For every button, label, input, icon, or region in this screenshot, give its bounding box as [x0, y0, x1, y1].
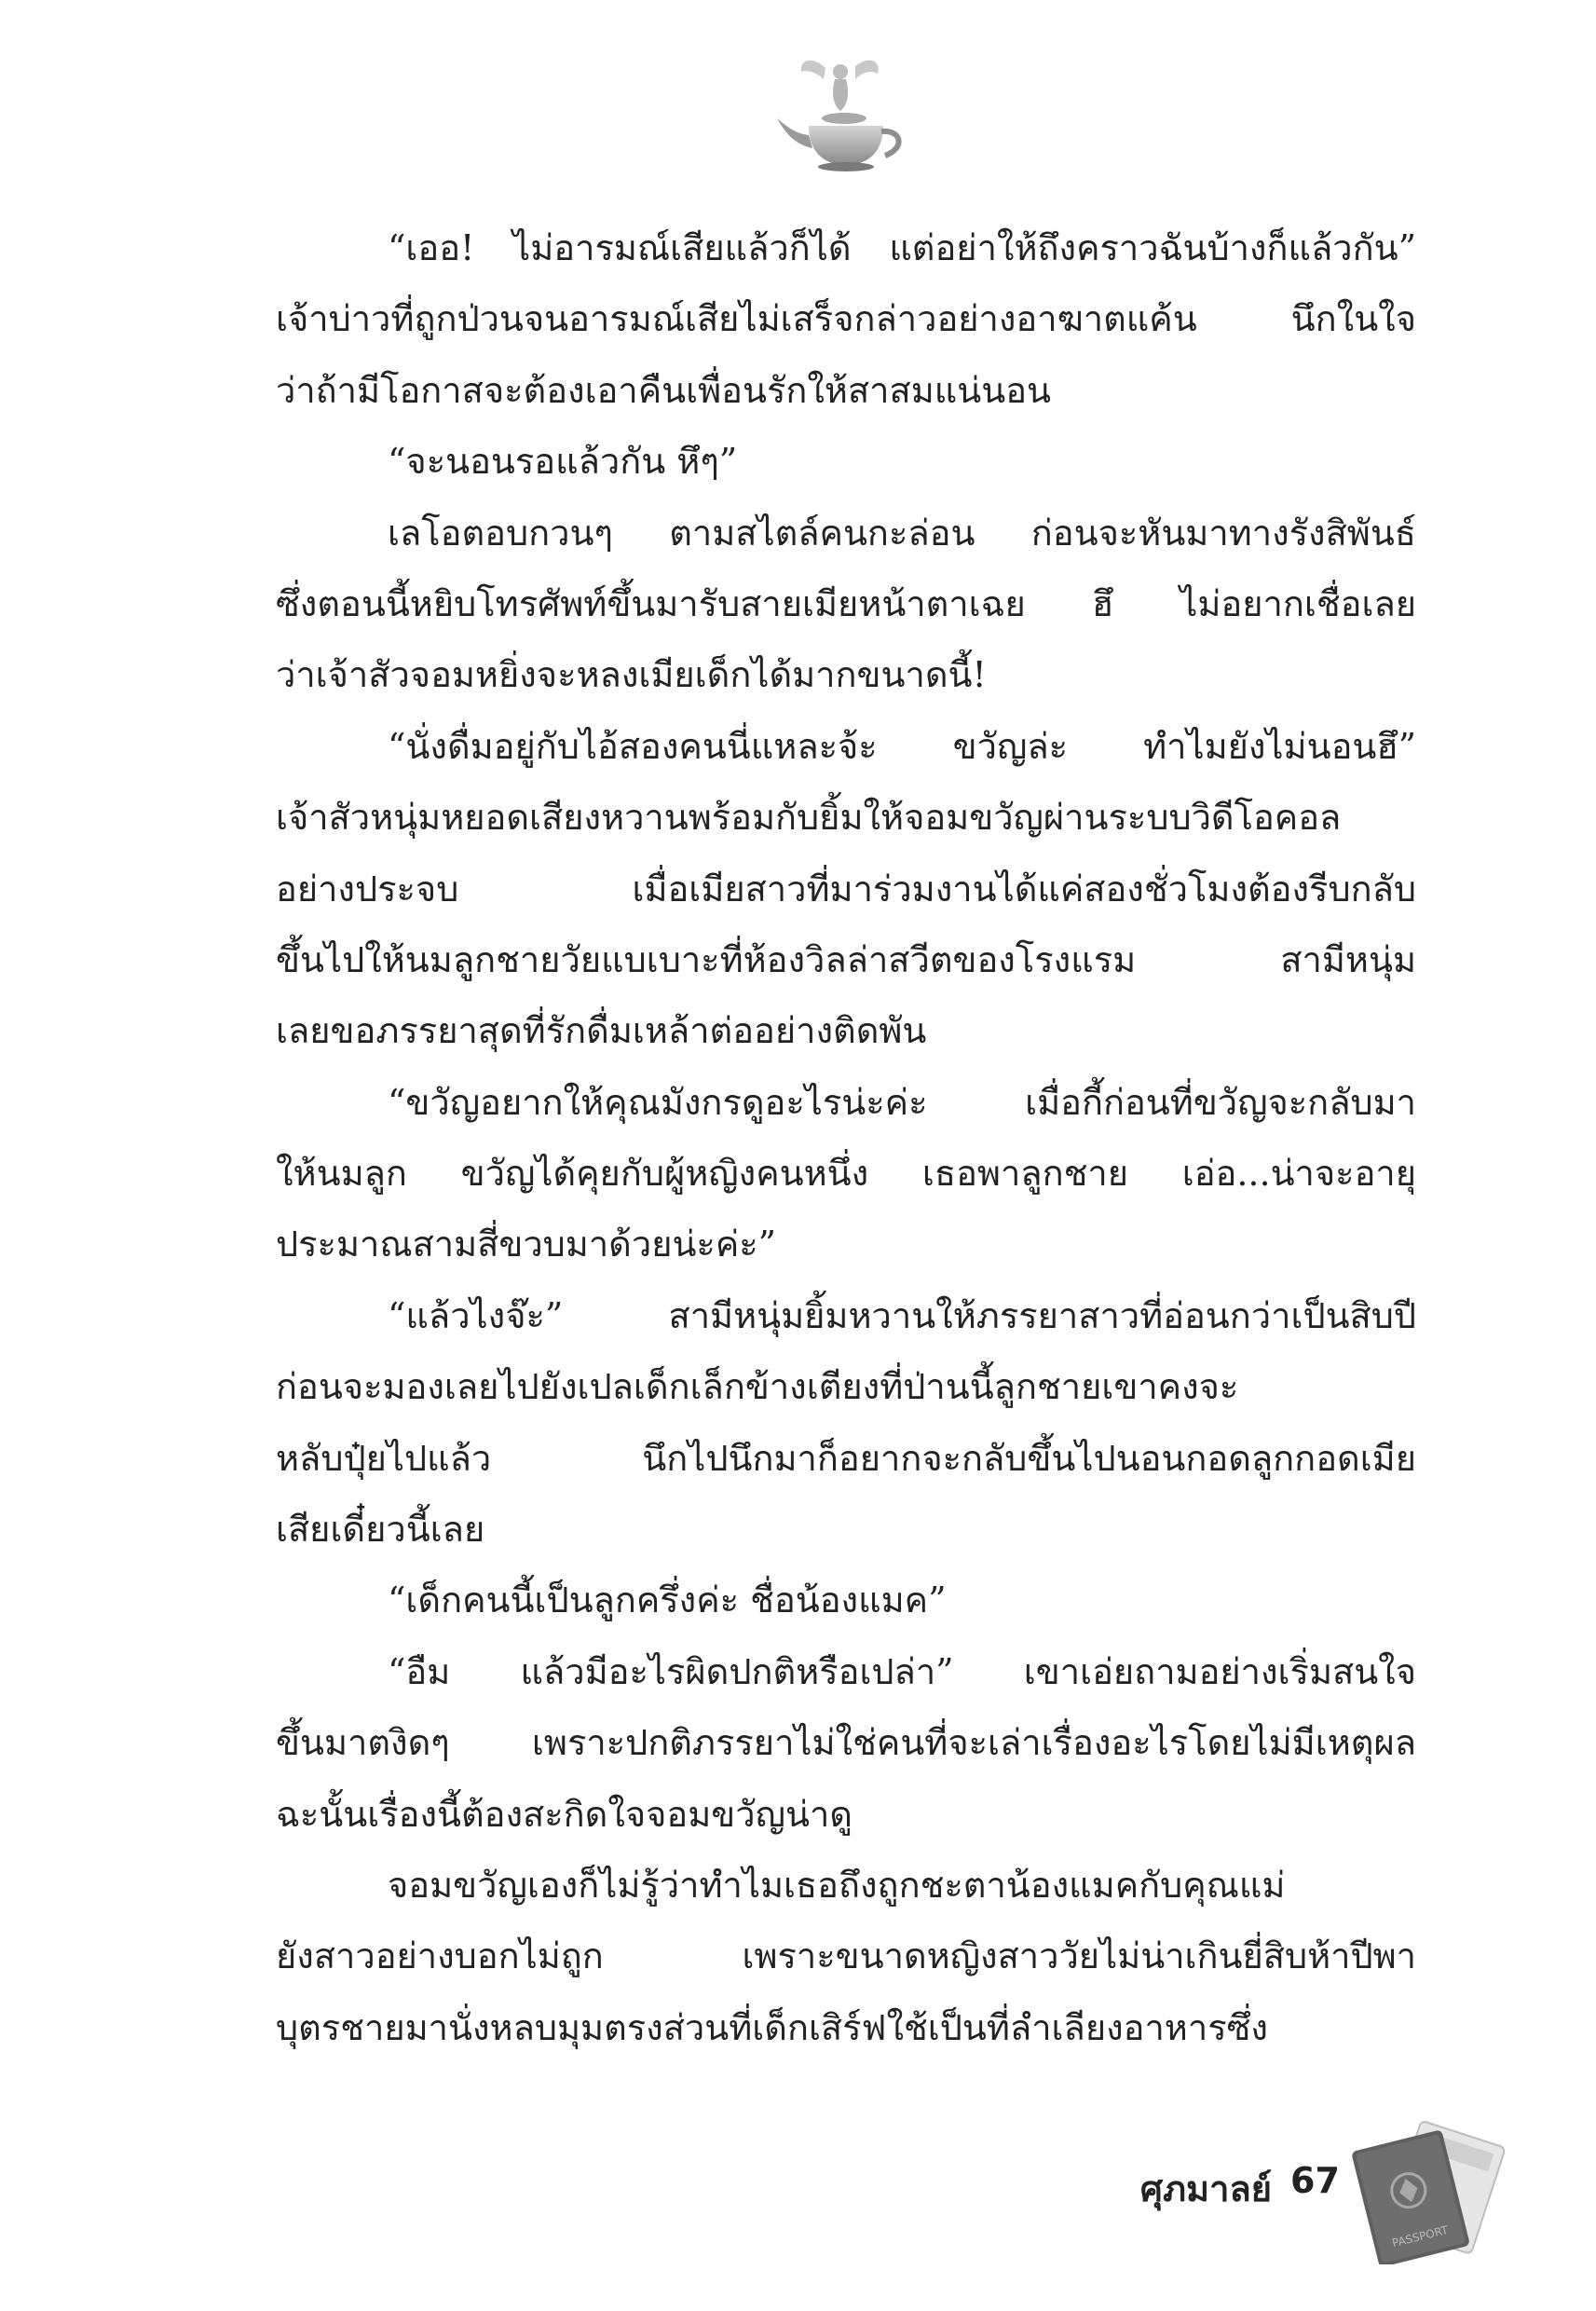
text-line: เจ้าสัวหนุ่มหยอดเสียงหวานพร้อมกับยิ้มให้จอมขวัญผ่านระบบวิดีโอคอล: [276, 797, 1342, 839]
text-line: “แล้วไงจ๊ะ” สามีหนุ่มยิ้มหวานให้ภรรยาสาวที่อ่อนกว่าเป็นสิบปี: [388, 1294, 1416, 1336]
teapot-angel-ornament-icon: [762, 51, 921, 182]
text-line: ยังสาวอย่างบอกไม่ถูก เพราะขนาดหญิงสาววัยไม่น่าเกินยี่สิบห้าปีพา: [276, 1935, 1416, 1977]
text-line: “จะนอนรอแล้วกัน หึๆ”: [388, 441, 738, 483]
text-line: หลับปุ๋ยไปแล้ว นึกไปนึกมาก็อยากจะกลับขึ้นไปนอนกอดลูกกอดเมีย: [276, 1437, 1416, 1479]
text-line: “เด็กคนนี้เป็นลูกครึ่งค่ะ ชื่อน้องแมค”: [388, 1579, 947, 1621]
text-line: ขึ้นมาตงิดๆ เพราะปกติภรรยาไม่ใช่คนที่จะเล่าเรื่องอะไรโดยไม่มีเหตุผล: [276, 1722, 1416, 1764]
text-line: บุตรชายมานั่งหลบมุมตรงส่วนที่เด็กเสิร์ฟใช้เป็นที่ลำเลียงอาหารซึ่ง: [276, 2006, 1268, 2048]
text-line: “นั่งดื่มอยู่กับไอ้สองคนนี่แหละจ้ะ ขวัญล่ะ ทำไมยังไม่นอนฮึ”: [388, 725, 1416, 767]
text-line: “ขวัญอยากให้คุณมังกรดูอะไรน่ะค่ะ เมื่อกี้ก่อนที่ขวัญจะกลับมา: [388, 1081, 1416, 1123]
text-line: อย่างประจบ เมื่อเมียสาวที่มาร่วมงานได้แค่สองชั่วโมงต้องรีบกลับ: [276, 868, 1416, 909]
text-line: เลโอตอบกวนๆ ตามสไตล์คนกะล่อน ก่อนจะหันมาทางรังสิพันธ์: [388, 512, 1416, 554]
text-line: เสียเดี๋ยวนี้เลย: [276, 1509, 485, 1551]
text-line: ก่อนจะมองเลยไปยังเปลเด็กเล็กข้างเตียงที่ป่านนี้ลูกชายเขาคงจะ: [276, 1366, 1239, 1408]
text-line: ฉะนั้นเรื่องนี้ต้องสะกิดใจจอมขวัญน่าดู: [276, 1793, 853, 1835]
text-line: เจ้าบ่าวที่ถูกป่วนจนอารมณ์เสียไม่เสร็จกล่าวอย่างอาฆาตแค้น นึกในใจ: [276, 298, 1416, 340]
text-line: ซึ่งตอนนี้หยิบโทรศัพท์ขึ้นมารับสายเมียหน้าตาเฉย ฮึ ไม่อยากเชื่อเลย: [276, 582, 1416, 624]
svg-text:PASSPORT: PASSPORT: [1390, 2222, 1450, 2250]
text-line: ว่าถ้ามีโอกาสจะต้องเอาคืนเพื่อนรักให้สาสมแน่นอน: [276, 369, 1051, 411]
text-line: “อืม แล้วมีอะไรผิดปกติหรือเปล่า” เขาเอ่ยถามอย่างเริ่มสนใจ: [388, 1650, 1416, 1692]
text-line: เลยขอภรรยาสุดที่รักดื่มเหล้าต่ออย่างติดพัน: [276, 1010, 927, 1052]
text-line: “เออ! ไม่อารมณ์เสียแล้วก็ได้ แต่อย่าให้ถึงคราวฉันบ้างก็แล้วกัน”: [388, 227, 1416, 268]
text-line: ขึ้นไปให้นมลูกชายวัยแบเบาะที่ห้องวิลล่าสวีตของโรงแรม สามีหนุ่ม: [276, 938, 1416, 980]
passport-graphic-icon: [1346, 2101, 1505, 2264]
text-line: ให้นมลูก ขวัญได้คุยกับผู้หญิงคนหนึ่ง เธอพาลูกชาย เอ่อ...น่าจะอายุ: [276, 1153, 1416, 1195]
text-line: จอมขวัญเองก็ไม่รู้ว่าทำไมเธอถึงถูกชะตาน้องแมคกับคุณแม่: [388, 1864, 1286, 1906]
text-line: ประมาณสามสี่ขวบมาด้วยน่ะค่ะ”: [276, 1224, 777, 1265]
page-number: 67: [1290, 2160, 1340, 2201]
text-line: ว่าเจ้าสัวจอมหยิ่งจะหลงเมียเด็กได้มากขนาดนี้!: [276, 654, 987, 696]
footer-author: ศุภมาลย์: [1139, 2168, 1272, 2209]
body-text: [276, 212, 1416, 2063]
